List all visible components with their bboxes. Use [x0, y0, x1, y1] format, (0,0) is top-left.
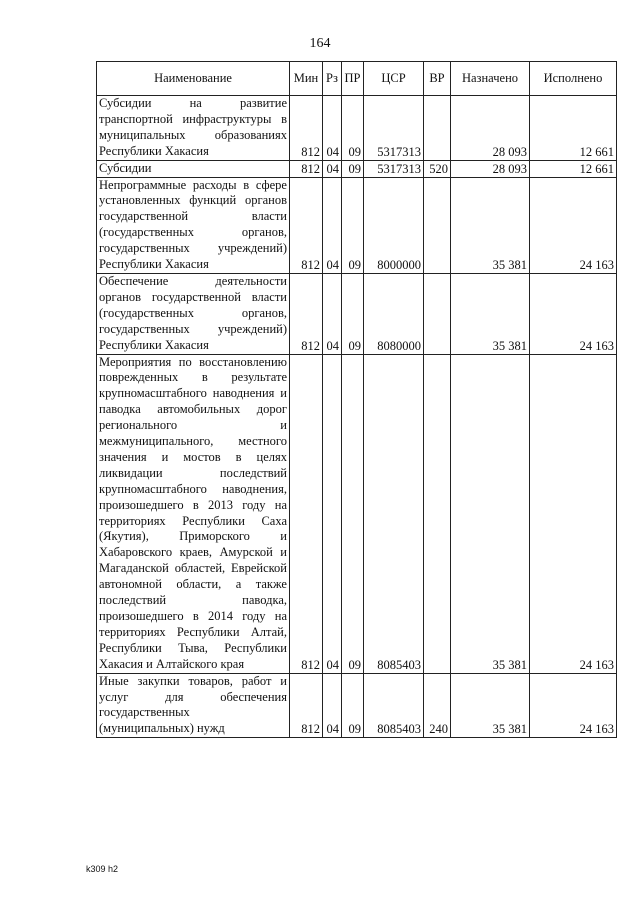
- row-min: 812: [290, 96, 323, 161]
- row-name: Иные закупки товаров, работ и услуг для обеспечения государственных (муниципальных) нужд: [97, 673, 290, 738]
- row-pr: 09: [342, 96, 364, 161]
- row-vr: 520: [424, 160, 451, 177]
- row-name: Субсидии на развитие транспортной инфраструктуры в муниципальных образованиях Республики Хакасия: [97, 96, 290, 161]
- table-row: [97, 673, 617, 738]
- table-row: [97, 273, 617, 354]
- row-csr: 8085403: [364, 354, 424, 673]
- row-min: 812: [290, 160, 323, 177]
- header-csr: ЦСР: [364, 62, 424, 96]
- page-number: 164: [309, 36, 331, 51]
- header-assigned: Назначено: [451, 62, 530, 96]
- row-csr: 5317313: [364, 160, 424, 177]
- row-rz: 04: [323, 673, 342, 738]
- row-csr: 5317313: [364, 96, 424, 161]
- row-rz: 04: [323, 273, 342, 354]
- row-min: 812: [290, 273, 323, 354]
- row-assigned: 35 381: [451, 673, 530, 738]
- table-row: [97, 354, 617, 673]
- row-name: Мероприятия по восстановлению поврежденных в результате крупномасштабного наводнения и паводка автомобильных дорог регионального и межмуниципального, местного значения и мостов в целях ликвидации последствий крупномасштабного наводнения, произошедшего в 2013 году на территориях Республики Саха (Якутия), Приморского и Хабаровского краев, Амурской и Магаданской областей, Еврейской автономной области, а также последствий паводка, произошедшего в 2014 году на территориях Республики Алтай, Республики Тыва, Республики Хакасия и Алтайского края: [97, 354, 290, 673]
- header-min: Мин: [290, 62, 323, 96]
- row-min: 812: [290, 177, 323, 273]
- budget-table: [96, 61, 617, 738]
- row-min: 812: [290, 354, 323, 673]
- row-assigned: 28 093: [451, 160, 530, 177]
- header-executed: Исполнено: [530, 62, 617, 96]
- table-row: [97, 177, 617, 273]
- row-pr: 09: [342, 673, 364, 738]
- row-rz: 04: [323, 177, 342, 273]
- row-executed: 24 163: [530, 273, 617, 354]
- row-csr: 8080000: [364, 273, 424, 354]
- row-executed: 12 661: [530, 160, 617, 177]
- table-row: [97, 96, 617, 161]
- header-rz: Рз: [323, 62, 342, 96]
- row-pr: 09: [342, 273, 364, 354]
- row-executed: 12 661: [530, 96, 617, 161]
- row-pr: 09: [342, 354, 364, 673]
- row-vr: 240: [424, 673, 451, 738]
- row-executed: 24 163: [530, 177, 617, 273]
- table-row: [97, 160, 617, 177]
- table-header: [97, 62, 617, 96]
- row-vr: [424, 177, 451, 273]
- row-csr: 8000000: [364, 177, 424, 273]
- row-vr: [424, 354, 451, 673]
- row-csr: 8085403: [364, 673, 424, 738]
- row-pr: 09: [342, 160, 364, 177]
- row-assigned: 35 381: [451, 273, 530, 354]
- row-assigned: 35 381: [451, 354, 530, 673]
- row-rz: 04: [323, 160, 342, 177]
- header-vr: ВР: [424, 62, 451, 96]
- row-rz: 04: [323, 354, 342, 673]
- row-name: Субсидии: [97, 160, 290, 177]
- header-name: Наименование: [97, 62, 290, 96]
- row-pr: 09: [342, 177, 364, 273]
- footer-code: k309 h2: [86, 864, 119, 874]
- row-rz: 04: [323, 96, 342, 161]
- row-assigned: 28 093: [451, 96, 530, 161]
- row-name: Обеспечение деятельности органов государственной власти (государственных органов, государственных учреждений) Республики Хакасия: [97, 273, 290, 354]
- row-vr: [424, 96, 451, 161]
- header-pr: ПР: [342, 62, 364, 96]
- row-assigned: 35 381: [451, 177, 530, 273]
- row-name: Непрограммные расходы в сфере установленных функций органов государственной власти (государственных органов, государственных учреждений) Республики Хакасия: [97, 177, 290, 273]
- row-vr: [424, 273, 451, 354]
- row-executed: 24 163: [530, 354, 617, 673]
- row-executed: 24 163: [530, 673, 617, 738]
- row-min: 812: [290, 673, 323, 738]
